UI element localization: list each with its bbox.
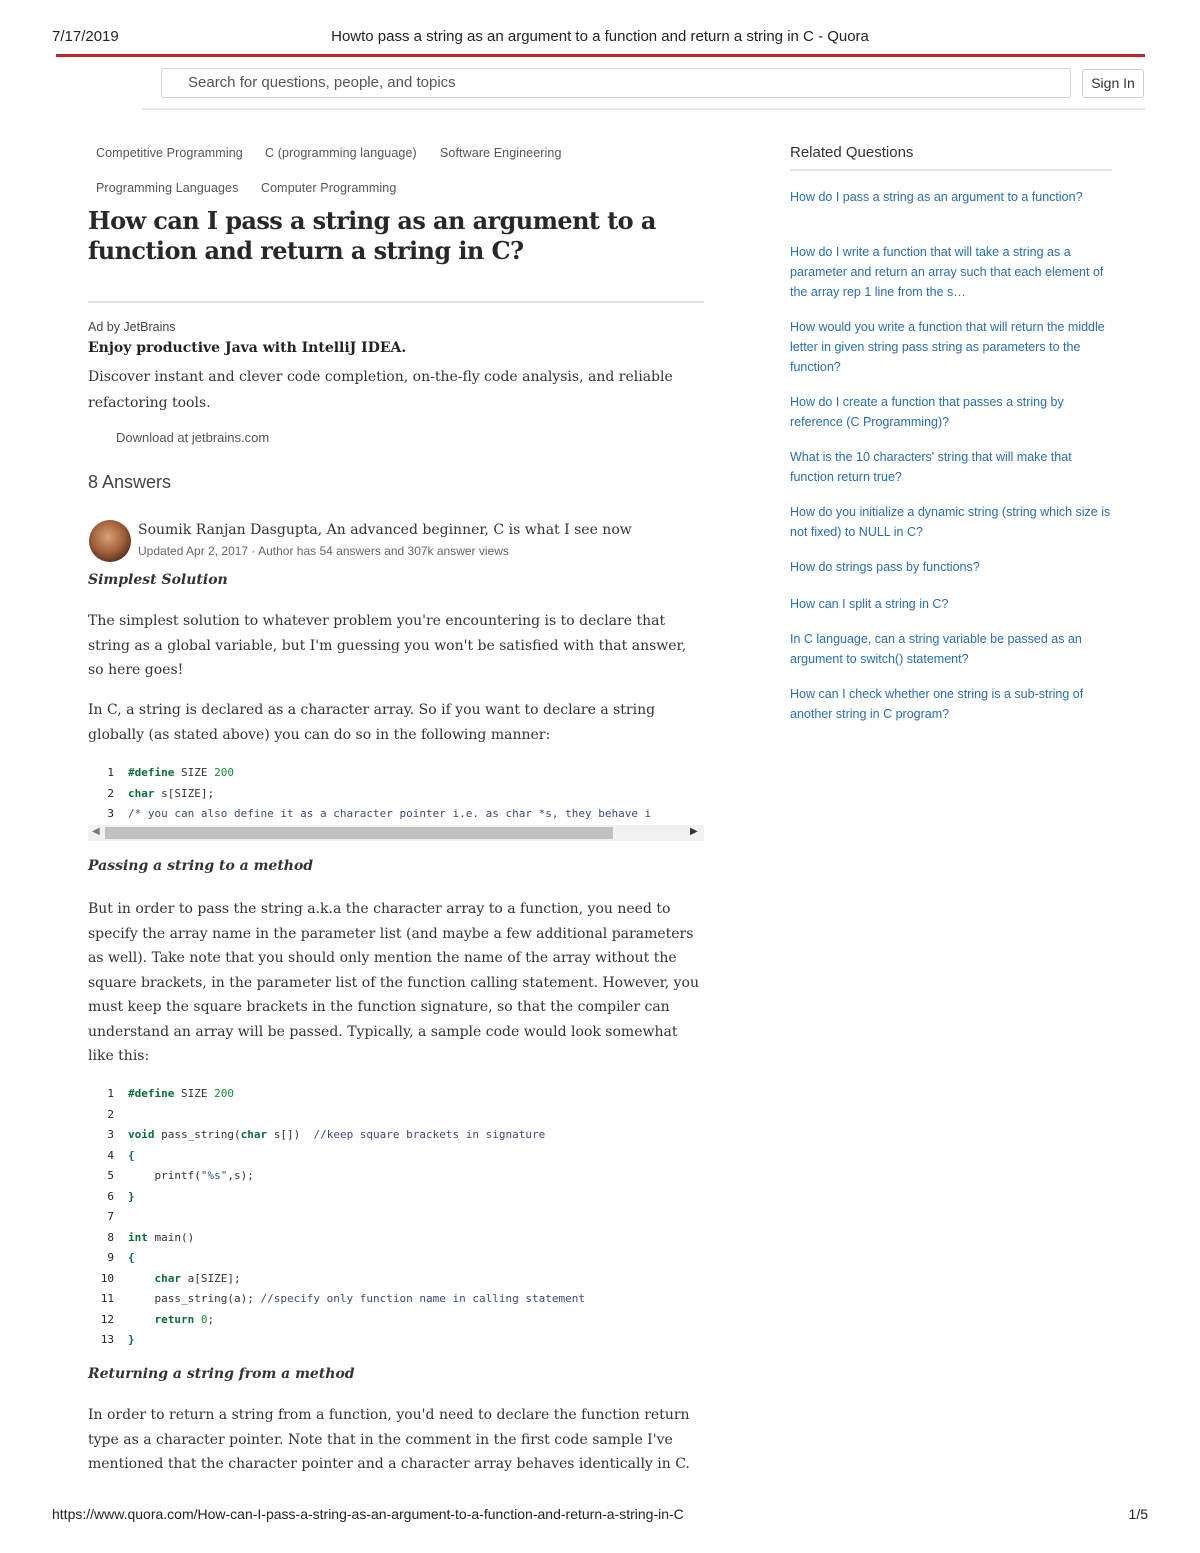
code-line: 7 [107, 1210, 114, 1223]
topic-link[interactable]: Competitive Programming [96, 146, 243, 160]
print-date: 7/17/2019 [52, 28, 119, 45]
ad-sponsor: Ad by JetBrains [88, 320, 176, 334]
answer-paragraph: In C, a string is declared as a character array. So if you want to declare a string globally (as stated above) you can do so in the following manner: [88, 702, 656, 743]
related-question-link[interactable]: How do I write a function that will take a string as a parameter and return an array such that each element of the array rep 1 line from the s… [790, 245, 1104, 299]
author-credential[interactable]: Soumik Ranjan Dasgupta, An advanced beginner, C is what I see now [138, 522, 632, 538]
scroll-right-arrow-icon[interactable]: ▶ [690, 826, 698, 837]
topic-link[interactable]: Software Engineering [440, 146, 562, 160]
code-line: 4 { [107, 1148, 135, 1162]
print-page-number: 1/5 [1128, 1506, 1148, 1522]
ad-link[interactable]: Download at jetbrains.com [116, 430, 270, 445]
related-question-link[interactable]: How can I check whether one string is a sub-string of another string in C program? [790, 687, 1084, 721]
code-line: 8 int main() [107, 1230, 195, 1244]
related-question-link[interactable]: How do I pass a string as an argument to a function? [790, 190, 1083, 204]
question-divider [88, 301, 704, 303]
brand-bar [56, 54, 1145, 57]
avatar[interactable] [89, 520, 131, 562]
code-line: 2 char s[SIZE]; [107, 786, 215, 800]
answer-paragraph: But in order to pass the string a.k.a the character array to a function, you need to specify the array name in the parameter list (and maybe a few additional parameters as well). Take note that you should only mention the name of the array without the square brackets, in the parameter list of the function calling statement. However, you must keep the square brackets in the function signature, so that the compiler can understand an array will be passed. Typically, a sample code would look somewhat like this: [88, 901, 699, 1064]
ad-title[interactable]: Enjoy productive Java with IntelliJ IDEA. [88, 340, 407, 356]
related-question-link[interactable]: How can I split a string in C? [790, 597, 949, 611]
related-question-link[interactable]: How do strings pass by functions? [790, 560, 980, 574]
related-question-link[interactable]: How would you write a function that will return the middle letter in given string pass string as parameters to the function? [790, 320, 1105, 374]
code-line: 5 printf("%s",s); [107, 1169, 254, 1182]
section-heading: Passing a string to a method [88, 858, 314, 874]
code-block [88, 1087, 585, 1354]
nav-divider [142, 108, 1145, 110]
answer-meta: Updated Apr 2, 2017 · Author has 54 answers and 307k answer views [138, 544, 509, 558]
code-line: 2 [107, 1107, 114, 1121]
code-line: 3 /* you can also define it as a character pointer i.e. as char *s, they behave i [107, 807, 652, 820]
code-line: 13 } [100, 1333, 135, 1346]
related-question-link[interactable]: What is the 10 characters' string that will make that function return true? [790, 450, 1072, 484]
print-page-title: Howto pass a string as an argument to a function and return a string in C - Quora [331, 28, 869, 45]
answer-paragraph: The simplest solution to whatever problem you're encountering is to declare that string as a global variable, but I'm guessing you won't be satisfied with that answer, so here goes! [88, 613, 687, 678]
topic-link[interactable]: Programming Languages [96, 181, 239, 195]
print-url: https://www.quora.com/How-can-I-pass-a-string-as-an-argument-to-a-function-and-return-a-string-in-C [52, 1506, 684, 1522]
sign-in-button[interactable]: Sign In [1082, 69, 1144, 98]
topic-link[interactable]: C (programming language) [265, 146, 417, 160]
answers-count: 8 Answers [88, 472, 172, 492]
code-line: 11 pass_string(a); //specify only function name in calling statement [100, 1292, 585, 1305]
code-line: 3 void pass_string(char s[]) //keep square brackets in signature [107, 1128, 546, 1141]
code-line: 6 } [107, 1189, 135, 1203]
related-question-link[interactable]: How do you initialize a dynamic string (string which size is not fixed) to NULL in C? [790, 505, 1111, 539]
code-line: 1 #define SIZE 200 [107, 766, 234, 779]
code-block [88, 766, 704, 828]
related-question-link[interactable]: How do I create a function that passes a string by reference (C Programming)? [790, 395, 1064, 429]
search-input[interactable]: Search for questions, people, and topics [161, 68, 1071, 98]
ad-body: Discover instant and clever code completion, on-the-fly code analysis, and reliable refactoring tools. [88, 369, 673, 411]
answer-paragraph: In order to return a string from a function, you'd need to declare the function return type as a character pointer. Note that in the comment in the first code sample I've mentioned that the character pointer and a character array behaves identically in C. [88, 1407, 690, 1472]
related-questions-title: Related Questions [790, 144, 914, 161]
topic-link[interactable]: Computer Programming [261, 181, 397, 195]
scroll-left-arrow-icon[interactable]: ◀ [92, 826, 100, 837]
code-line: 10 char a[SIZE]; [100, 1271, 241, 1285]
section-heading: Returning a string from a method [88, 1366, 355, 1382]
code-line: 12 return 0; [100, 1312, 215, 1326]
code-line: 1 #define SIZE 200 [107, 1087, 234, 1100]
related-question-link[interactable]: In C language, can a string variable be passed as an argument to switch() statement? [790, 632, 1082, 666]
section-heading: Simplest Solution [88, 572, 228, 588]
scrollbar-thumb[interactable] [105, 827, 613, 839]
question-title: How can I pass a string as an argument to a function and return a string in C? [88, 206, 656, 265]
related-divider [790, 169, 1112, 171]
code-line: 9 { [107, 1251, 135, 1264]
